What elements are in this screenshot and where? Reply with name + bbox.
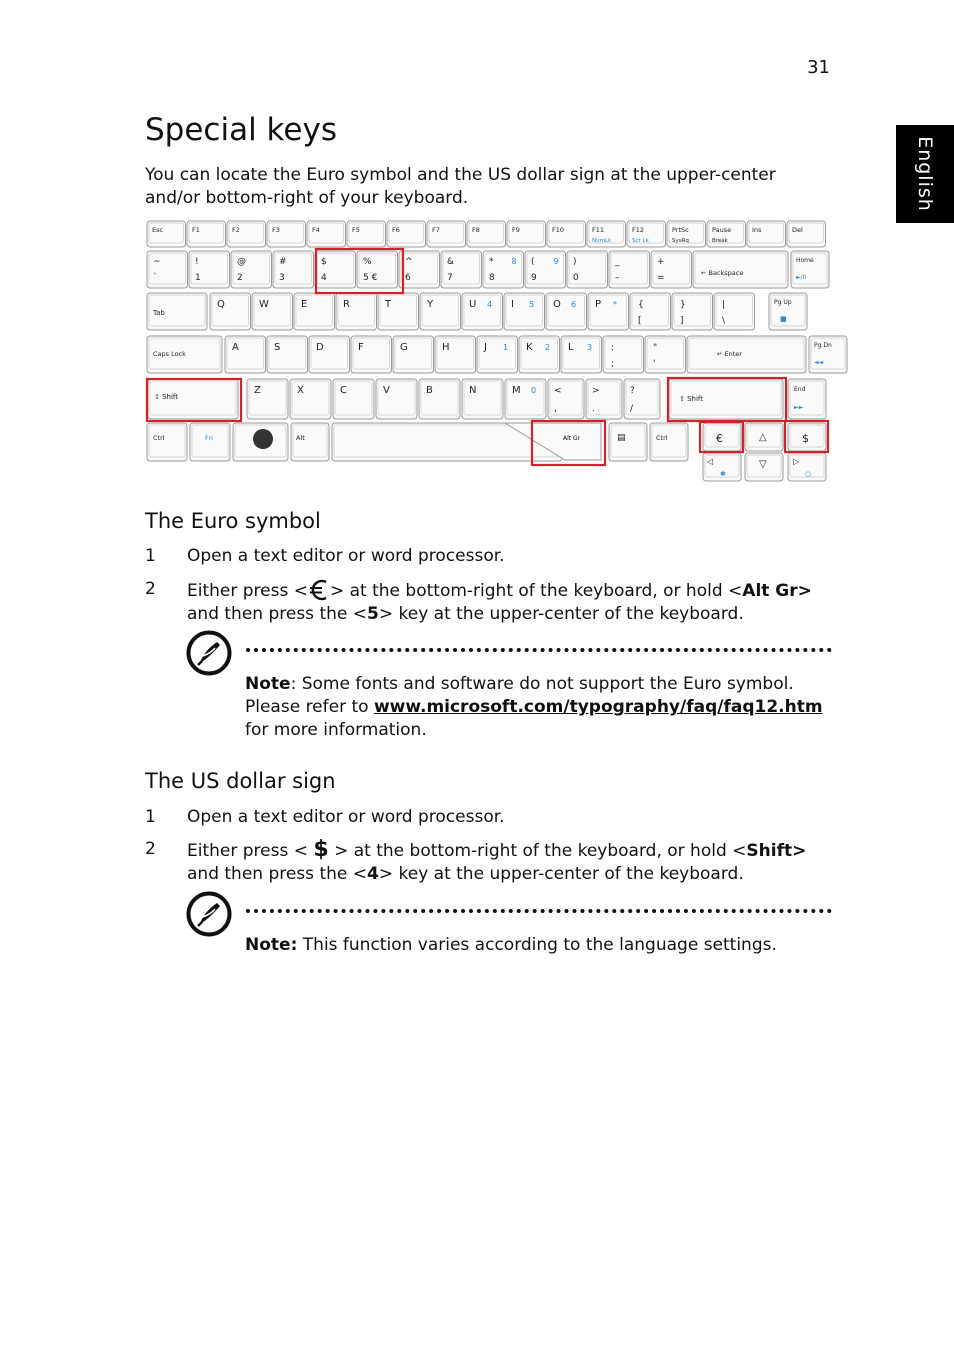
key-legend: ▽ (759, 459, 767, 470)
key-legend: Caps Lock (153, 350, 186, 358)
key-del (787, 221, 826, 247)
key-legend: / (630, 404, 634, 414)
key-legend: PrtSc (672, 226, 689, 234)
key-legend: . (592, 404, 595, 414)
key-legend: * (489, 257, 494, 267)
key-legend: A (232, 342, 239, 353)
key-d (309, 336, 350, 373)
key-legend: $ (802, 432, 809, 445)
key-legend: Del (792, 226, 803, 234)
key-legend: F7 (432, 226, 440, 234)
key-legend: ■ (780, 315, 787, 323)
key-legend: D (316, 342, 324, 353)
key-end (788, 379, 826, 419)
key-tab (147, 293, 207, 330)
key-legend: $ (321, 257, 327, 267)
key-y (420, 293, 461, 330)
key-legend: T (385, 299, 392, 310)
key-f6 (387, 221, 426, 247)
key-shift-right (669, 379, 783, 419)
key-legend: Ctrl (153, 434, 165, 442)
key-pause (707, 221, 746, 247)
key-ctrl-left (147, 423, 187, 461)
key-f5 (347, 221, 386, 247)
intro-paragraph: You can locate the Euro symbol and the US dollar sign at the upper-center and/or bottom-right of your keyboard. (145, 165, 776, 208)
key-name: 4 (367, 864, 379, 884)
windows-icon (253, 429, 273, 449)
key-legend: ►/II (796, 274, 807, 281)
step-text: and then press the < (187, 604, 367, 624)
key-menu (609, 423, 647, 461)
key-num-6 (399, 251, 440, 288)
key-name: Alt Gr (742, 581, 798, 601)
key-num-11 (609, 251, 650, 288)
key-legend: 3 (279, 273, 285, 283)
key-legend: 2 (545, 343, 551, 352)
key-legend: ⇧ Shift (679, 395, 704, 403)
note-label: Note (245, 674, 291, 694)
language-tab (896, 125, 954, 223)
key-legend: Pause (712, 226, 732, 234)
key-g (393, 336, 434, 373)
key-legend: 7 (447, 273, 453, 283)
key-legend: & (447, 257, 455, 267)
key-legend: K (526, 342, 533, 353)
key-legend: Home (796, 257, 814, 264)
key-legend: 5 (529, 300, 535, 309)
key-legend: F4 (312, 226, 320, 234)
key-num-7 (441, 251, 482, 288)
key-legend: ►► (794, 404, 804, 411)
key-legend: R (343, 299, 350, 310)
step-text: Either press < (187, 581, 308, 601)
key-right (788, 453, 826, 481)
key-q (210, 293, 251, 330)
key-legend: Fn (205, 434, 213, 442)
key-legend: Pg Up (774, 299, 792, 306)
key-legend: F12 (632, 226, 645, 234)
key-legend: : (611, 343, 615, 353)
key-legend: F11 (592, 226, 605, 234)
key-legend: 0 (573, 273, 579, 283)
note-label: Note: (245, 935, 298, 955)
key-num-12 (651, 251, 692, 288)
key-legend: I (511, 299, 514, 310)
key-legend: ○ (805, 470, 812, 478)
key-esc (147, 221, 186, 247)
key-f7 (427, 221, 466, 247)
key-legend: [ (638, 316, 642, 326)
key-legend: } (680, 300, 686, 310)
key-num-4 (315, 251, 356, 288)
note-text: This function varies according to the language settings. (297, 935, 777, 955)
key-f (351, 336, 392, 373)
key-num-5 (357, 251, 398, 288)
key-legend: – (615, 273, 620, 283)
key-legend: Pg Dn (814, 342, 832, 349)
key-legend: ' (653, 359, 656, 369)
key-legend: ] (680, 316, 684, 326)
dollar-key-icon: $ (313, 837, 329, 862)
key-legend: \ (722, 316, 726, 326)
key-ins (747, 221, 786, 247)
key-windows (233, 423, 288, 461)
dollar-heading: The US dollar sign (145, 769, 336, 793)
key-f9 (507, 221, 546, 247)
key-legend: 6 (405, 273, 411, 283)
key-num-3 (273, 251, 314, 288)
key-legend: 3 (587, 343, 593, 352)
key-legend: ) (573, 257, 577, 267)
key-legend: 8 (489, 273, 495, 283)
key-num-10 (567, 251, 608, 288)
key-legend: C (340, 385, 347, 396)
note-pen-icon (186, 630, 232, 676)
key-legend: E (301, 299, 308, 310)
key-prtsc (667, 221, 706, 247)
key-legend: Ins (752, 226, 762, 234)
key-punct-b-2 (624, 379, 660, 419)
key-legend: △ (759, 432, 767, 443)
key-legend: , (554, 404, 557, 414)
step-number: 2 (145, 839, 156, 859)
key-legend: ▤ (617, 433, 626, 443)
key-legend: € (716, 432, 723, 445)
key-c (333, 379, 374, 419)
key-s (267, 336, 308, 373)
key-num-2 (231, 251, 272, 288)
note-divider (246, 909, 832, 913)
key-legend: F10 (552, 226, 565, 234)
key-tilde (147, 251, 188, 288)
key-pgup (769, 293, 807, 330)
key-legend: F2 (232, 226, 240, 234)
key-down (745, 453, 783, 481)
key-pgdn (809, 336, 847, 373)
key-legend: ◁ (707, 457, 714, 466)
key-m (505, 379, 546, 419)
key-legend: F6 (392, 226, 400, 234)
key-legend: ↵ Enter (717, 350, 742, 358)
key-legend: < (554, 386, 562, 396)
key-name: 5 (367, 604, 379, 624)
key-legend: F (358, 342, 364, 353)
note-text: for more information. (245, 720, 427, 740)
step-text: and then press the < (187, 864, 367, 884)
key-home (791, 251, 829, 288)
key-legend: ! (195, 257, 199, 267)
key-legend: 0 (531, 386, 537, 395)
key-f10 (547, 221, 586, 247)
key-legend: F1 (192, 226, 200, 234)
key-shift-left (148, 379, 238, 419)
step-number: 2 (145, 579, 156, 599)
step-text: > key at the upper-center of the keyboard. (378, 864, 744, 884)
key-legend: F3 (272, 226, 280, 234)
key-legend: > (592, 386, 600, 396)
key-legend: ; (611, 359, 615, 369)
key-j (477, 336, 518, 373)
key-bracket-0 (630, 293, 671, 330)
key-legend: 6 (571, 300, 577, 309)
key-legend: X (297, 385, 304, 396)
key-legend: Alt Gr (563, 435, 581, 442)
key-v (376, 379, 417, 419)
key-f4 (307, 221, 346, 247)
key-k (519, 336, 560, 373)
key-legend: O (553, 299, 561, 310)
key-legend: G (400, 342, 408, 353)
key-up (745, 423, 783, 451)
key-enter (687, 336, 806, 373)
key-legend: J (484, 342, 487, 353)
key-legend: 9 (553, 257, 559, 266)
page-title: Special keys (145, 112, 337, 148)
key-p (588, 293, 629, 330)
key-bracket-1 (672, 293, 713, 330)
key-z (247, 379, 288, 419)
step-text: > key at the upper-center of the keyboard. (378, 604, 744, 624)
key-legend: ▷ (793, 457, 800, 466)
key-i (504, 293, 545, 330)
key-f8 (467, 221, 506, 247)
key-legend: Y (427, 299, 434, 310)
key-legend: ◄◄ (814, 359, 824, 366)
page-number: 31 (807, 57, 830, 78)
note-text: : Some fonts and software do not support the Euro symbol. Please refer to (245, 674, 794, 717)
key-punct-b-1 (586, 379, 622, 419)
key-legend: Tab (153, 309, 165, 317)
key-punct-1 (645, 336, 686, 373)
euro-heading: The Euro symbol (145, 509, 321, 533)
key-legend: % (363, 257, 372, 267)
key-legend: ⇧ Shift (154, 393, 179, 401)
key-legend: = (657, 273, 665, 283)
key-legend: * (613, 300, 617, 309)
key-legend: Scr Lk (632, 238, 649, 244)
note-divider (246, 648, 832, 652)
key-legend: P (595, 299, 602, 310)
key-legend: Esc (152, 226, 164, 234)
key-b (419, 379, 460, 419)
key-punct-b-0 (548, 379, 584, 419)
key-legend: End (794, 386, 806, 393)
step-text: > at the bottom-right of the keyboard, or hold < (328, 841, 747, 861)
key-legend: " (653, 343, 658, 353)
key-legend: @ (237, 257, 246, 267)
key-legend: H (442, 342, 450, 353)
key-name: Shift (746, 841, 793, 861)
key-f3 (267, 221, 306, 247)
key-num-9 (525, 251, 566, 288)
key-f2 (227, 221, 266, 247)
key-f12 (627, 221, 666, 247)
key-fn (190, 423, 230, 461)
step-text: > (797, 581, 812, 601)
step-text: Open a text editor or word processor. (187, 546, 505, 566)
key-legend: ✱ (720, 470, 726, 478)
key-legend: | (722, 300, 726, 310)
note-pen-icon (186, 891, 232, 937)
key-legend: 1 (503, 343, 509, 352)
step-text: > at the bottom-right of the keyboard, or hold < (329, 581, 743, 601)
key-f11 (587, 221, 626, 247)
key-w (252, 293, 293, 330)
key-backspace (693, 251, 788, 288)
key-legend: Q (217, 299, 225, 310)
key-legend: 1 (195, 273, 201, 283)
key-legend: Break (712, 238, 728, 244)
euro-note (245, 673, 830, 742)
key-legend: ` (153, 273, 158, 283)
step-text: Open a text editor or word processor. (187, 807, 505, 827)
key-alt (291, 423, 329, 461)
key-legend: 4 (321, 273, 327, 283)
key-l (561, 336, 602, 373)
step-text: Either press < (187, 841, 314, 861)
dollar-note (245, 934, 830, 957)
step-number: 1 (145, 807, 156, 827)
key-legend: V (383, 385, 390, 396)
key-u (462, 293, 503, 330)
key-legend: 4 (487, 300, 493, 309)
key-left (703, 453, 741, 481)
key-legend: F9 (512, 226, 520, 234)
key-legend: F8 (472, 226, 480, 234)
keyboard-diagram (145, 220, 832, 482)
key-euro (703, 423, 741, 451)
key-num-1 (189, 251, 230, 288)
key-ctrl-right (650, 423, 688, 461)
key-legend: ~ (153, 257, 161, 267)
step-text: > (792, 841, 807, 861)
key-f1 (187, 221, 226, 247)
key-legend: ^ (405, 257, 413, 267)
step-number: 1 (145, 546, 156, 566)
key-o (546, 293, 587, 330)
key-legend: # (279, 257, 287, 267)
key-legend: ? (630, 386, 635, 396)
key-legend: SysRq (672, 238, 689, 244)
key-num-8 (483, 251, 524, 288)
euro-key-icon (308, 578, 330, 602)
key-legend: Ctrl (656, 434, 668, 442)
key-legend: _ (615, 257, 620, 267)
key-t (378, 293, 419, 330)
key-legend: Alt (296, 434, 305, 442)
key-legend: { (638, 300, 644, 310)
key-legend: U (469, 299, 477, 310)
key-capslock (147, 336, 222, 373)
key-h (435, 336, 476, 373)
key-n (462, 379, 503, 419)
key-legend: F5 (352, 226, 360, 234)
key-punct-0 (603, 336, 644, 373)
key-legend: ( (531, 257, 535, 267)
key-legend: 5 € (363, 273, 378, 283)
key-legend: 9 (531, 273, 537, 283)
key-legend: M (512, 385, 521, 396)
key-legend: ← Backspace (701, 269, 744, 277)
key-r (336, 293, 377, 330)
key-legend: NumLk (592, 238, 612, 244)
key-dollar (788, 423, 826, 451)
key-legend: B (426, 385, 433, 396)
language-tab-label: English (914, 136, 936, 212)
key-legend: 2 (237, 273, 243, 283)
key-a (225, 336, 266, 373)
key-legend: L (568, 342, 574, 353)
key-legend: N (469, 385, 477, 396)
key-bracket-2 (714, 293, 755, 330)
key-x (290, 379, 331, 419)
key-legend: + (657, 257, 665, 267)
key-legend: W (259, 299, 269, 310)
key-legend: Z (254, 385, 261, 396)
key-legend: S (274, 342, 281, 353)
faq-link[interactable]: www.microsoft.com/typography/faq/faq12.htm (373, 697, 823, 717)
key-e (294, 293, 335, 330)
key-legend: 8 (511, 257, 517, 266)
